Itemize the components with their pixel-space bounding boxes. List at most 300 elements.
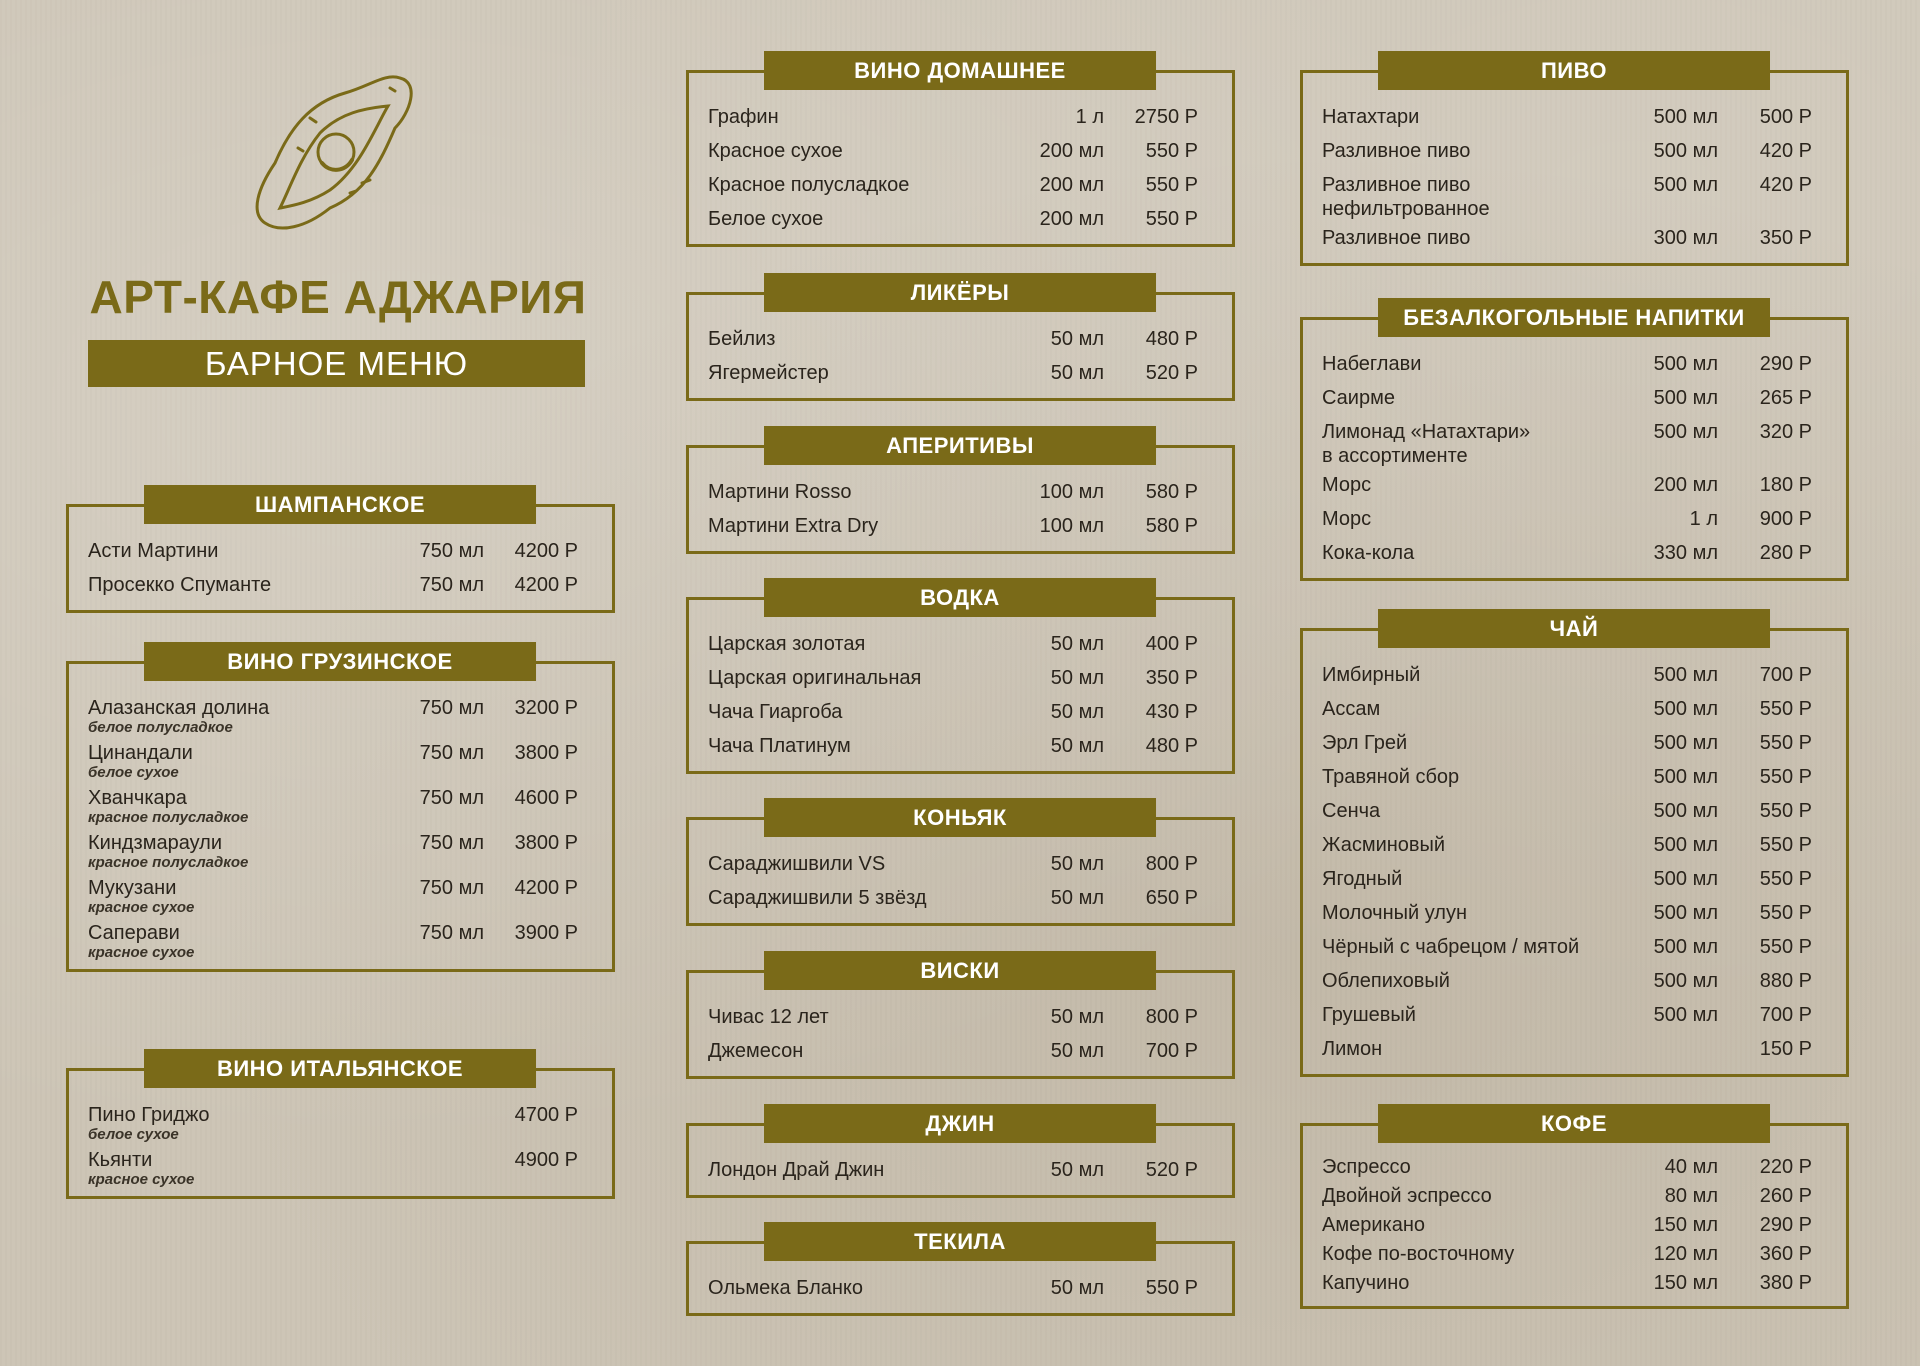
menu-section: [686, 1104, 1235, 1198]
item-name-cell: [1303, 473, 1622, 497]
menu-item: [69, 826, 612, 871]
item-volume: 500 мл: [1653, 664, 1718, 686]
item-price: 400 Р: [1145, 633, 1198, 655]
item-price: 3200 Р: [514, 697, 578, 719]
menu-item: [1303, 896, 1846, 930]
item-volume: 500 мл: [1653, 174, 1718, 196]
menu-item: [1303, 221, 1846, 255]
item-name: Эспрессо: [1322, 1156, 1411, 1178]
item-volume: 50 мл: [1050, 1159, 1104, 1181]
item-name: Сараджишвили 5 звёзд: [708, 887, 927, 909]
item-volume: 750 мл: [419, 742, 484, 764]
item-name-cell: [1303, 1184, 1622, 1208]
menu-section: [686, 951, 1235, 1079]
item-name-cell: [689, 700, 1008, 724]
section-box: [1300, 317, 1849, 581]
item-price: 520 Р: [1145, 1159, 1198, 1181]
item-name-cell: [1303, 1003, 1622, 1027]
khachapuri-logo-icon: [250, 68, 426, 238]
menu-section: [686, 51, 1235, 247]
menu-section: [1300, 609, 1849, 1077]
item-volume: 500 мл: [1653, 868, 1718, 890]
item-price: 3800 Р: [514, 832, 578, 854]
menu-item: [689, 100, 1232, 134]
menu-item: [1303, 381, 1846, 415]
item-name: Грушевый: [1322, 1004, 1416, 1026]
item-name: Разливное пиво нефильтрованное: [1322, 174, 1490, 220]
item-name-cell: [689, 361, 1008, 385]
menu-item: [1303, 964, 1846, 998]
menu-item: [689, 729, 1232, 763]
item-price: 4600 Р: [514, 787, 578, 809]
menu-item: [689, 134, 1232, 168]
item-name: Ольмека Бланко: [708, 1277, 863, 1299]
item-name: Мартини Rosso: [708, 481, 852, 503]
item-name: Царская золотая: [708, 633, 866, 655]
item-name-cell: [1303, 1037, 1622, 1061]
item-name-cell: [69, 1103, 388, 1143]
item-name-cell: [1303, 139, 1622, 163]
item-volume: 750 мл: [419, 540, 484, 562]
menu-item: [1303, 1269, 1846, 1298]
item-price: 550 Р: [1145, 140, 1198, 162]
item-name-cell: [689, 852, 1008, 876]
menu-item: [69, 1098, 612, 1143]
item-volume: 500 мл: [1653, 353, 1718, 375]
item-name: Царская оригинальная: [708, 667, 922, 689]
item-name: Чача Гиаргоба: [708, 701, 843, 723]
item-price: 550 Р: [1145, 174, 1198, 196]
item-volume: 300 мл: [1653, 227, 1718, 249]
item-price: 550 Р: [1759, 766, 1812, 788]
menu-item: [1303, 415, 1846, 468]
menu-item: [689, 847, 1232, 881]
item-volume: 1 л: [1689, 508, 1718, 530]
item-name: Красное сухое: [708, 140, 843, 162]
item-name: Морс: [1322, 474, 1372, 496]
item-volume: 200 мл: [1039, 140, 1104, 162]
item-volume: 750 мл: [419, 574, 484, 596]
item-name: Кофе по-восточному: [1322, 1243, 1515, 1265]
menu-item: [689, 627, 1232, 661]
section-title: КОНЬЯК: [764, 798, 1156, 837]
item-price: 500 Р: [1759, 106, 1812, 128]
item-volume: 200 мл: [1653, 474, 1718, 496]
item-price: 350 Р: [1759, 227, 1812, 249]
item-volume: 500 мл: [1653, 766, 1718, 788]
menu-item: [1303, 1182, 1846, 1211]
item-volume: 1 л: [1075, 106, 1104, 128]
item-volume: 750 мл: [419, 832, 484, 854]
item-name-cell: [69, 573, 388, 597]
section-title: БЕЗАЛКОГОЛЬНЫЕ НАПИТКИ: [1378, 298, 1770, 337]
item-name: Саирме: [1322, 387, 1395, 409]
item-volume: 750 мл: [419, 877, 484, 899]
menu-item: [1303, 1240, 1846, 1269]
item-price: 3800 Р: [514, 742, 578, 764]
item-name: Облепиховый: [1322, 970, 1450, 992]
menu-item: [69, 1143, 612, 1188]
item-volume: 150 мл: [1653, 1214, 1718, 1236]
item-name-cell: [1303, 541, 1622, 565]
menu-section: [686, 578, 1235, 774]
item-price: 420 Р: [1759, 140, 1812, 162]
section-title: КОФЕ: [1378, 1104, 1770, 1143]
item-volume: 500 мл: [1653, 698, 1718, 720]
item-price: 4200 Р: [514, 877, 578, 899]
item-volume: 50 мл: [1050, 1040, 1104, 1062]
section-title: ВОДКА: [764, 578, 1156, 617]
menu-item: [1303, 1153, 1846, 1182]
item-name: Набеглави: [1322, 353, 1422, 375]
menu-item: [689, 1034, 1232, 1068]
item-price: 550 Р: [1759, 868, 1812, 890]
item-name-cell: [1303, 969, 1622, 993]
section-title: ТЕКИЛА: [764, 1222, 1156, 1261]
item-name-cell: [1303, 226, 1622, 250]
item-name: Молочный улун: [1322, 902, 1467, 924]
item-price: 800 Р: [1145, 853, 1198, 875]
item-name-cell: [69, 539, 388, 563]
item-name-cell: [689, 480, 1008, 504]
item-price: 550 Р: [1145, 208, 1198, 230]
item-name: Асти Мартини: [88, 540, 219, 562]
item-price: 4200 Р: [514, 540, 578, 562]
item-price: 350 Р: [1145, 667, 1198, 689]
cafe-title: АРТ-КАФЕ АДЖАРИЯ: [89, 271, 587, 323]
item-note: красное сухое: [88, 944, 195, 961]
menu-item: [1303, 468, 1846, 502]
section-title: ЧАЙ: [1378, 609, 1770, 648]
item-volume: 50 мл: [1050, 328, 1104, 350]
menu-item: [689, 168, 1232, 202]
item-name-cell: [69, 1148, 388, 1188]
menu-item: [69, 568, 612, 602]
item-name: Киндзмараули: [88, 832, 223, 854]
item-note: красное сухое: [88, 1171, 195, 1188]
item-name-cell: [1303, 352, 1622, 376]
item-price: 265 Р: [1759, 387, 1812, 409]
section-title: ВИНО ГРУЗИНСКОЕ: [144, 642, 536, 681]
item-volume: 500 мл: [1653, 1004, 1718, 1026]
menu-item: [1303, 998, 1846, 1032]
item-name: Морс: [1322, 508, 1372, 530]
menu-item: [689, 1153, 1232, 1187]
item-name-cell: [689, 1276, 1008, 1300]
menu-item: [1303, 658, 1846, 692]
item-volume: 500 мл: [1653, 421, 1718, 443]
item-price: 360 Р: [1759, 1243, 1812, 1265]
item-name-cell: [1303, 663, 1622, 687]
menu-item: [1303, 168, 1846, 221]
item-note: красное полусладкое: [88, 854, 249, 871]
item-volume: 500 мл: [1653, 970, 1718, 992]
item-name: Имбирный: [1322, 664, 1421, 686]
item-name-cell: [1303, 507, 1622, 531]
item-volume: 750 мл: [419, 697, 484, 719]
item-price: 480 Р: [1145, 735, 1198, 757]
item-name: Хванчкара: [88, 787, 187, 809]
item-name-cell: [69, 786, 388, 826]
section-box: [686, 597, 1235, 774]
menu-item: [1303, 692, 1846, 726]
section-box: [1300, 628, 1849, 1077]
item-name-cell: [1303, 935, 1622, 959]
item-price: 550 Р: [1759, 800, 1812, 822]
item-name: Кьянти: [88, 1149, 153, 1171]
menu-item: [69, 534, 612, 568]
item-name: Капучино: [1322, 1272, 1410, 1294]
item-name: Натахтари: [1322, 106, 1420, 128]
menu-section: [1300, 51, 1849, 266]
item-name: Мартини Extra Dry: [708, 515, 879, 537]
menu-section: [686, 1222, 1235, 1316]
menu-item: [1303, 862, 1846, 896]
menu-item: [689, 1000, 1232, 1034]
item-price: 430 Р: [1145, 701, 1198, 723]
item-name-cell: [1303, 420, 1622, 468]
item-price: 480 Р: [1145, 328, 1198, 350]
item-price: 550 Р: [1759, 698, 1812, 720]
section-title: ВИНО ИТАЛЬЯНСКОЕ: [144, 1049, 536, 1088]
item-price: 880 Р: [1759, 970, 1812, 992]
item-name: Лимон: [1322, 1038, 1383, 1060]
item-name: Лондон Драй Джин: [708, 1159, 885, 1181]
item-volume: 50 мл: [1050, 701, 1104, 723]
item-note: красное полусладкое: [88, 809, 249, 826]
item-name-cell: [1303, 765, 1622, 789]
item-name: Чивас 12 лет: [708, 1006, 829, 1028]
item-volume: 200 мл: [1039, 208, 1104, 230]
menu-section: [686, 426, 1235, 554]
item-price: 290 Р: [1759, 353, 1812, 375]
menu-item: [1303, 726, 1846, 760]
menu-section: [1300, 1104, 1849, 1309]
menu-item: [1303, 134, 1846, 168]
menu-item: [689, 881, 1232, 915]
item-name-cell: [1303, 173, 1622, 221]
item-volume: 50 мл: [1050, 735, 1104, 757]
item-name: Пино Гриджо: [88, 1104, 210, 1126]
item-name: Жасминовый: [1322, 834, 1446, 856]
item-name-cell: [689, 514, 1008, 538]
item-name-cell: [1303, 901, 1622, 925]
item-note: красное сухое: [88, 899, 195, 916]
item-price: 4700 Р: [514, 1104, 578, 1126]
item-name: Графин: [708, 106, 779, 128]
item-price: 550 Р: [1759, 936, 1812, 958]
item-price: 700 Р: [1145, 1040, 1198, 1062]
item-volume: 40 мл: [1664, 1156, 1718, 1178]
item-name: Красное полусладкое: [708, 174, 910, 196]
item-price: 550 Р: [1759, 732, 1812, 754]
item-volume: 50 мл: [1050, 853, 1104, 875]
section-title: ВИСКИ: [764, 951, 1156, 990]
menu-item: [689, 322, 1232, 356]
item-price: 700 Р: [1759, 1004, 1812, 1026]
item-volume: 120 мл: [1653, 1243, 1718, 1265]
item-price: 380 Р: [1759, 1272, 1812, 1294]
item-name: Эрл Грей: [1322, 732, 1408, 754]
item-name-cell: [689, 1005, 1008, 1029]
item-price: 650 Р: [1145, 887, 1198, 909]
menu-section: [686, 273, 1235, 401]
menu-item: [69, 691, 612, 736]
item-price: 580 Р: [1145, 481, 1198, 503]
item-volume: 500 мл: [1653, 834, 1718, 856]
item-volume: 500 мл: [1653, 800, 1718, 822]
item-volume: 500 мл: [1653, 732, 1718, 754]
menu-item: [689, 202, 1232, 236]
item-name-cell: [1303, 697, 1622, 721]
item-name-cell: [689, 1158, 1008, 1182]
menu-item: [689, 1271, 1232, 1305]
menu-item: [1303, 502, 1846, 536]
item-name: Двойной эспрессо: [1322, 1185, 1492, 1207]
menu-item: [1303, 100, 1846, 134]
menu-item: [689, 695, 1232, 729]
item-name: Мукузани: [88, 877, 177, 899]
section-title: ВИНО ДОМАШНЕЕ: [764, 51, 1156, 90]
menu-item: [69, 736, 612, 781]
item-name-cell: [689, 886, 1008, 910]
item-price: 3900 Р: [514, 922, 578, 944]
item-name-cell: [1303, 386, 1622, 410]
item-price: 2750 Р: [1134, 106, 1198, 128]
menu-item: [1303, 1211, 1846, 1240]
menu-item: [1303, 828, 1846, 862]
item-note: белое сухое: [88, 1126, 179, 1143]
menu-section: [66, 1049, 615, 1199]
item-name: Сараджишвили VS: [708, 853, 886, 875]
item-volume: 750 мл: [419, 922, 484, 944]
item-volume: 50 мл: [1050, 1277, 1104, 1299]
item-name: Цинандали: [88, 742, 193, 764]
item-name-cell: [69, 831, 388, 871]
item-name-cell: [1303, 1213, 1622, 1237]
item-volume: 100 мл: [1039, 515, 1104, 537]
item-volume: 500 мл: [1653, 936, 1718, 958]
item-name: Чача Платинум: [708, 735, 851, 757]
item-price: 580 Р: [1145, 515, 1198, 537]
item-price: 290 Р: [1759, 1214, 1812, 1236]
item-name-cell: [1303, 799, 1622, 823]
item-name: Американо: [1322, 1214, 1425, 1236]
item-price: 800 Р: [1145, 1006, 1198, 1028]
item-name-cell: [689, 666, 1008, 690]
item-price: 550 Р: [1759, 834, 1812, 856]
item-volume: 500 мл: [1653, 387, 1718, 409]
item-volume: 50 мл: [1050, 362, 1104, 384]
item-name-cell: [1303, 867, 1622, 891]
section-box: [1300, 1123, 1849, 1309]
item-name: Алазанская долина: [88, 697, 270, 719]
menu-item: [689, 509, 1232, 543]
item-name-cell: [1303, 1271, 1622, 1295]
item-name-cell: [69, 696, 388, 736]
section-title: АПЕРИТИВЫ: [764, 426, 1156, 465]
item-name: Белое сухое: [708, 208, 824, 230]
section-title: ЛИКЁРЫ: [764, 273, 1156, 312]
menu-item: [1303, 930, 1846, 964]
item-name-cell: [69, 921, 388, 961]
item-name-cell: [1303, 105, 1622, 129]
item-volume: 500 мл: [1653, 902, 1718, 924]
item-price: 320 Р: [1759, 421, 1812, 443]
item-name-cell: [689, 327, 1008, 351]
item-volume: 50 мл: [1050, 887, 1104, 909]
menu-item: [69, 916, 612, 961]
section-box: [686, 70, 1235, 247]
menu-item: [1303, 1032, 1846, 1066]
item-price: 900 Р: [1759, 508, 1812, 530]
item-volume: 500 мл: [1653, 140, 1718, 162]
menu-item: [1303, 536, 1846, 570]
item-volume: 50 мл: [1050, 667, 1104, 689]
item-volume: 100 мл: [1039, 481, 1104, 503]
item-name: Травяной сбор: [1322, 766, 1460, 788]
item-price: 280 Р: [1759, 542, 1812, 564]
item-name-cell: [1303, 1155, 1622, 1179]
item-volume: 50 мл: [1050, 633, 1104, 655]
menu-item: [1303, 794, 1846, 828]
item-price: 180 Р: [1759, 474, 1812, 496]
item-name: Кока-кола: [1322, 542, 1415, 564]
item-price: 220 Р: [1759, 1156, 1812, 1178]
item-name: Просекко Спуманте: [88, 574, 272, 596]
item-name-cell: [69, 741, 388, 781]
item-name: Разливное пиво: [1322, 140, 1471, 162]
menu-item: [1303, 760, 1846, 794]
item-name: Бейлиз: [708, 328, 776, 350]
item-volume: 200 мл: [1039, 174, 1104, 196]
menu-item: [69, 871, 612, 916]
menu-banner: БАРНОЕ МЕНЮ: [88, 340, 585, 387]
item-name: Ягодный: [1322, 868, 1403, 890]
item-note: белое полусладкое: [88, 719, 233, 736]
item-name: Чёрный с чабрецом / мятой: [1322, 936, 1580, 958]
item-price: 150 Р: [1759, 1038, 1812, 1060]
section-title: ПИВО: [1378, 51, 1770, 90]
menu-item: [69, 781, 612, 826]
item-name-cell: [69, 876, 388, 916]
menu-section: [66, 642, 615, 972]
item-price: 4900 Р: [514, 1149, 578, 1171]
item-note: белое сухое: [88, 764, 179, 781]
item-volume: 150 мл: [1653, 1272, 1718, 1294]
item-name-cell: [689, 173, 1008, 197]
item-name: Ассам: [1322, 698, 1381, 720]
menu-item: [689, 661, 1232, 695]
item-volume: 750 мл: [419, 787, 484, 809]
item-price: 420 Р: [1759, 174, 1812, 196]
menu-item: [689, 356, 1232, 390]
item-volume: 500 мл: [1653, 106, 1718, 128]
section-box: [66, 661, 615, 972]
item-name-cell: [1303, 731, 1622, 755]
section-title: ШАМПАНСКОЕ: [144, 485, 536, 524]
menu-section: [66, 485, 615, 613]
item-price: 550 Р: [1145, 1277, 1198, 1299]
item-name: Джемесон: [708, 1040, 804, 1062]
item-price: 700 Р: [1759, 664, 1812, 686]
item-price: 550 Р: [1759, 902, 1812, 924]
menu-item: [1303, 347, 1846, 381]
item-volume: 50 мл: [1050, 1006, 1104, 1028]
item-name: Сенча: [1322, 800, 1381, 822]
item-name: Ягермейстер: [708, 362, 829, 384]
item-name-cell: [689, 207, 1008, 231]
